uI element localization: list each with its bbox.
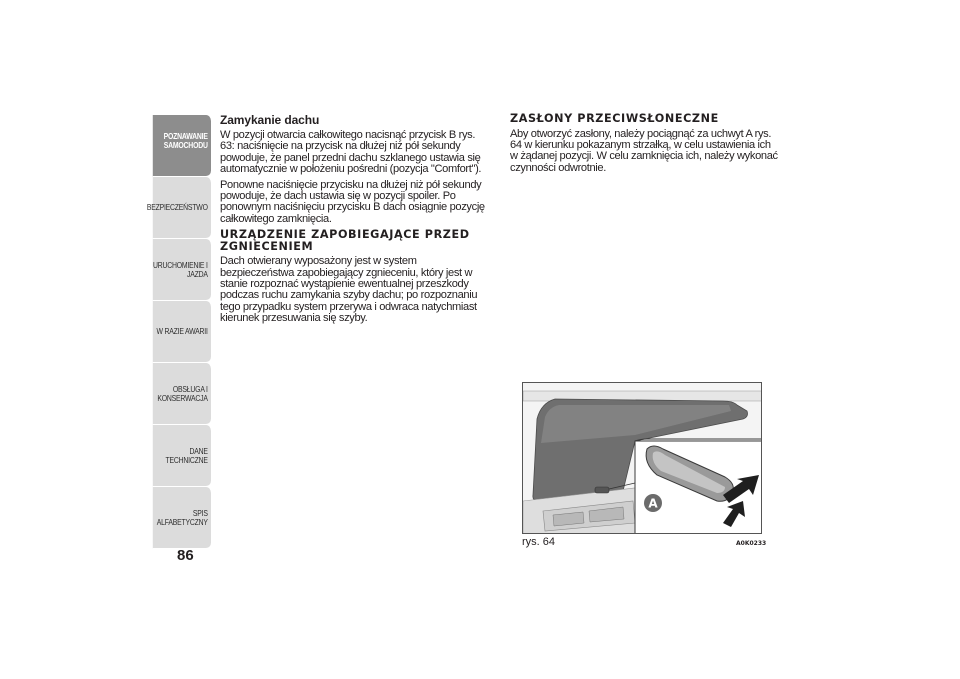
paragraph: Aby otworzyć zasłony, należy pociągnąć za uchwyt A rys. 64 w kierunku pokazanym strzałką, w celu ustawienia ich w żądanej pozycji. W celu zamknięcia ich, należy wykonać czynności odwrotnie. bbox=[510, 127, 778, 174]
chapter-tabs bbox=[140, 115, 211, 545]
tab-label: DANE TECHNICZNE bbox=[165, 445, 208, 465]
section-title-sunshades: ZASŁONY PRZECIWSŁONECZNE bbox=[510, 112, 719, 125]
tab-label: W RAZIE AWARII bbox=[156, 326, 208, 336]
figure-sunshade-illustration bbox=[522, 382, 762, 534]
tab-obsluga-i-konserwacja[interactable] bbox=[153, 363, 211, 425]
tab-label: OBSŁUGA I KONSERWACJA bbox=[157, 383, 208, 403]
tab-bezpieczenstwo[interactable] bbox=[146, 177, 211, 239]
tab-spis-alfabetyczny[interactable] bbox=[153, 487, 211, 549]
paragraph: Dach otwierany wyposażony jest w system bezpieczeństwa zapobiegający zgnieceniu, który jest w stanie rozpoznać wystąpienie ewentualnej przeszkody podczas ruchu zamykania szyby dachu; po rozpoznaniu tego przypadku system przerywa i odwraca natychmiast kierunek przesuwania się szyby. bbox=[220, 255, 478, 325]
tab-w-razie-awarii[interactable] bbox=[153, 301, 211, 363]
sunshade-drawing bbox=[523, 383, 762, 534]
subheading-zamykanie-dachu: Zamykanie dachu bbox=[220, 113, 320, 127]
tab-uruchomienie-i-jazda[interactable] bbox=[153, 239, 211, 301]
callout-label-a: A bbox=[648, 496, 658, 511]
tab-label: URUCHOMIENIE I JAZDA bbox=[152, 259, 208, 279]
right-column bbox=[510, 113, 780, 178]
page-number: 86 bbox=[177, 547, 194, 564]
paragraph: Ponowne naciśnięcie przycisku na dłużej niż pół sekundy powoduje, że dach ustawia się w pozycji spoiler. Po ponownym naciśnięciu przycisku B dach osiągnie pozycję całkowitego zamknięcia. bbox=[220, 178, 485, 225]
paragraph: W pozycji otwarcia całkowitego nacisnąć przycisk B rys. 63: naciśnięcie na przycisk na dłużej niż pół sekundy powoduje, że panel przedni dachu szklanego ustawia się automatycznie w położeniu pośredni (pozycja "Comfort"). bbox=[220, 129, 482, 176]
figure-caption: rys. 64 bbox=[522, 536, 556, 548]
section-title-anti-pinch: URZĄDZENIE ZAPOBIEGAJĄCE PRZED ZGNIECENIEM bbox=[220, 228, 470, 253]
tab-label: SPIS ALFABETYCZNY bbox=[156, 507, 208, 527]
left-column bbox=[220, 113, 490, 329]
figure-code: A0K0233 bbox=[736, 540, 767, 547]
tab-dane-techniczne[interactable] bbox=[153, 425, 211, 487]
tab-label: BEZPIECZEŃSTWO bbox=[146, 202, 208, 212]
tab-poznawanie-samochodu[interactable] bbox=[153, 115, 211, 177]
tab-label: POZNAWANIE SAMOCHODU bbox=[163, 131, 208, 150]
